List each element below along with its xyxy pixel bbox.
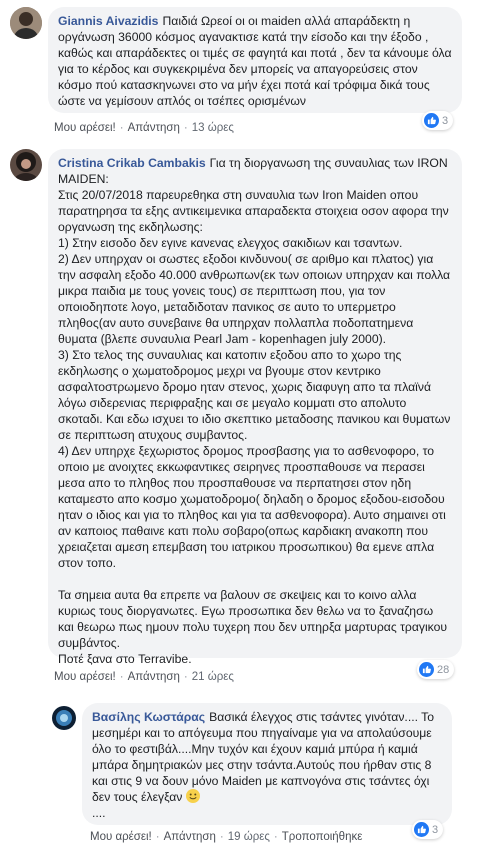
comment-ellipsis: .... bbox=[92, 806, 106, 820]
reply-link[interactable]: Απάντηση bbox=[127, 122, 180, 134]
comment-author[interactable]: Giannis Aivazidis bbox=[58, 14, 159, 28]
like-icon bbox=[414, 822, 429, 837]
like-link[interactable]: Μου αρέσει! bbox=[54, 671, 116, 683]
comment-author[interactable]: Βασίλης Κωστάρας bbox=[92, 710, 206, 724]
comment-intro: Για τη διοργανωση της συναυλιας των IRON MAIDEN: bbox=[58, 156, 452, 186]
reaction-number: 3 bbox=[432, 823, 439, 836]
comment-closing: Τα σημεια αυτα θα επρεπε να βαλουν σε σκεψεις και το κοινο αλλα κυριως τους διοργανωτες. Εγω προσωπικα δεν θελω να το ξαναζησω και θεωρω πως ημουν πολυ τυχερη που δεν υπηρξα μαρτυρας τραγικου συμβάντος. Ποτέ ξανα στο Terravibe. bbox=[58, 588, 448, 666]
reaction-number: 3 bbox=[442, 114, 449, 127]
profile-photo-icon bbox=[10, 149, 42, 181]
comment-actions: Μου αρέσει! · Απάντηση · 21 ώρες bbox=[54, 671, 234, 683]
like-icon bbox=[419, 662, 434, 677]
like-link[interactable]: Μου αρέσει! bbox=[90, 831, 152, 843]
comment-author[interactable]: Cristina Crikab Cambakis bbox=[58, 156, 206, 170]
edited-label[interactable]: Τροποποιήθηκε bbox=[281, 831, 363, 843]
smiley-emoji-icon bbox=[186, 789, 200, 803]
reaction-number: 28 bbox=[437, 663, 450, 676]
comment-time[interactable]: 19 ώρες bbox=[227, 831, 270, 843]
comment-time[interactable]: 13 ώρες bbox=[191, 122, 234, 134]
avatar[interactable] bbox=[10, 149, 42, 181]
comment-time[interactable]: 21 ώρες bbox=[191, 671, 234, 683]
comment-body: Στις 20/07/2018 παρευρεθηκα στη συναυλια των Iron Maiden οπου παρατηρησα τα εξης αντικειμενικα απαραδεκτα στοιχεια οσον αφορα την οργανωση της εκδηλωσης: 1) Στην εισοδο δεν εγινε κανενας ελεγχος σακιδιων και τσαντων. 2) Δεν υπηρχαν οι σωστες εξοδοι κινδυνου( σε αριθμο και πλατος) για την ασφαλη εξοδο 40.000 ανθρωπων(εκ των οποιων υπηρχαν και πολλα μικρα παιδια με τους γονεις τους) σε περιπτωση που, για τον οποιοδηποτε λογο, μεταδιδοταν πανικος σε αυτο το υπερμετρο πληθος(αν αυτο συνεβαινε θα υπηρχαν πολλαπλα ποδοπατημενα θυματα (βλεπε συναυλια Pearl Jam - kopenhagen july 2000). 3) Στο τελος της συναυλιας και κατοπιν εξοδου απο το χωρο της εκδηλωσης ο χωματοδρομος μεχρι να βγουμε στον κεντρικο ασφαλτοστρωμενο δρομο ηταν στενος, χωρις διαφυγη απο τα πλαϊνά λόγω σιδερενιας περιφραξης και σε μεγαλο κομματι στο απολυτο σκοταδι. Και εδω ισχυει το ιδιο σκεπτικο μεταδοσης πανικου και θυματων σε περιπτωση ατυχους συμβαντος. 4) Δεν υπηρχε ξεχωριστος δρομος προσβασης για το ασθενοφορο, το οποιο με ανοιχτες εκκωφαντικες σειρηνες προσπαθουσε να περασει μεσα απο το πληθος που προσπαθουσε να περπατησει στον ηδη καταμεστο απο κοσμο χωματοδρομο( δηλαδη ο δρομος εξοδου-εισοδου ηταν ο ιδιος και για το πληθος και για τα ασθενοφορα). Αυτο σημαινει οτι αν καποιος παθαινε κατι πολυ σοβαρο(οπως καρδιακη ανακοπη που χρειαζεται αμεση επεμβαση του ιατρικου προσωπικου) θα εμενε απλα στον τοπο. bbox=[58, 188, 451, 570]
comment-bubble bbox=[48, 149, 462, 666]
comment-text: Παιδιά Ωρεοί οι οι maiden αλλά απαράδεκτη η οργάνωση 36000 κόσμος αγανακτισε κατά την είσοδο και την έξοδο , καθώς και απαράδεκτες οι τιμές σε φαγητά και ποτά , δεν τα κάνουμε όλα για το κέρδος και συγκεκριμένα δεν μπορείς να απαγορεύσεις στον κόσμο πού κατασκηνωνει στο να μήν έχει ποτά καί τρόφιμα δικά τους ώστε να γεμίσουν απλός οι τσέπες ορισμένων bbox=[58, 14, 452, 108]
avatar[interactable] bbox=[10, 7, 42, 39]
reaction-count[interactable] bbox=[417, 660, 454, 679]
comment-actions: Μου αρέσει! · Απάντηση · 13 ώρες bbox=[54, 122, 234, 134]
like-icon bbox=[424, 113, 439, 128]
comment-bubble bbox=[48, 7, 462, 113]
comment-actions: Μου αρέσει! · Απάντηση · 19 ώρες · Τροποποιήθηκε bbox=[90, 831, 363, 843]
avatar[interactable] bbox=[52, 706, 76, 730]
reply-link[interactable]: Απάντηση bbox=[127, 671, 180, 683]
profile-photo-icon bbox=[10, 7, 42, 39]
like-link[interactable]: Μου αρέσει! bbox=[54, 122, 116, 134]
reaction-count[interactable] bbox=[412, 820, 443, 839]
comment-bubble bbox=[82, 703, 452, 825]
comment-text: Βασικά έλεγχος στις τσάντες γινόταν.... Το μεσημέρι και το απόγευμα που πηγαίναμε για να απολαύσουμε όλο το φεστιβάλ....Μην τυχόν και έχουν καμιά μπύρα ή καμιά μπάρα δημητριακών μες στην τσάντα.Αυτούς που ήρθαν στις 8 και στις 9 να δουν μόνο Maiden με καπνογόνα στις τσάντες όχι δεν τους έλεγξαν bbox=[92, 710, 435, 804]
reply-link[interactable]: Απάντηση bbox=[163, 831, 216, 843]
profile-photo-icon bbox=[52, 706, 76, 730]
reaction-count[interactable] bbox=[422, 111, 453, 130]
